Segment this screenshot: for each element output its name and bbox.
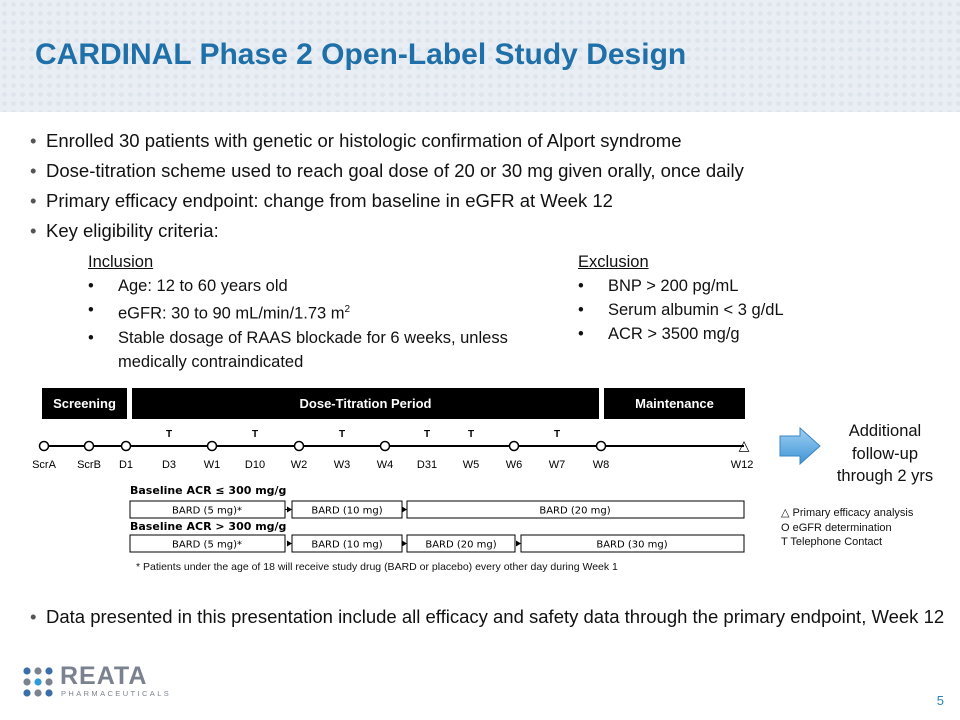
inclusion-item: • Stable dosage of RAAS blockade for 6 weeks, unless medically contraindicated — [88, 326, 568, 374]
dose-label: BARD (10 mg) — [311, 505, 383, 517]
arrow-icon — [516, 541, 521, 547]
timeline-label: W4 — [376, 459, 394, 471]
arrow-icon — [402, 507, 407, 513]
exclusion-item: • ACR > 3500 mg/g — [578, 322, 918, 346]
dose-label: BARD (20 mg) — [539, 505, 611, 517]
telephone-marker: T — [467, 429, 475, 440]
visit-marker — [295, 442, 304, 451]
visit-marker — [40, 442, 49, 451]
dose-label: BARD (10 mg) — [311, 539, 383, 551]
timeline-label: W1 — [203, 459, 221, 471]
arrow-icon — [287, 507, 292, 513]
legend-primary-analysis: △ Primary efficacy analysis — [781, 507, 914, 519]
exclusion-heading: Exclusion — [578, 253, 649, 271]
dose-label: BARD (5 mg)* — [172, 505, 242, 517]
telephone-marker: T — [553, 429, 561, 440]
legend-egfr: O eGFR determination — [781, 521, 892, 534]
timeline-label: D10 — [244, 459, 266, 471]
logo-subtitle: PHARMACEUTICALS — [61, 689, 172, 698]
timeline-label: W12 — [730, 459, 754, 471]
arrow-icon — [402, 541, 407, 547]
bottom-bullet: • Data presented in this presentation include all efficacy and safety data through the primary endpoint, Week 12 — [30, 604, 946, 629]
cohort-label: Baseline ACR ≤ 300 mg/g — [130, 484, 287, 497]
page-title: CARDINAL Phase 2 Open-Label Study Design — [35, 38, 687, 71]
exclusion-item: • BNP > 200 pg/mL — [578, 274, 918, 298]
timeline-label: ScrB — [77, 459, 101, 471]
dose-label: BARD (20 mg) — [425, 539, 497, 551]
timeline-label: W6 — [505, 459, 523, 471]
logo-wordmark: REATA — [60, 662, 148, 690]
dose-label: BARD (30 mg) — [596, 539, 668, 551]
telephone-marker: T — [338, 429, 346, 440]
maintenance-phase-box: Maintenance — [604, 388, 745, 419]
timeline-label: W3 — [333, 459, 351, 471]
bullet-item: • Dose-titration scheme used to reach goal dose of 20 or 30 mg given orally, once daily — [30, 156, 930, 186]
diagram-legend — [781, 506, 913, 550]
inclusion-item: • eGFR: 30 to 90 mL/min/1.73 $m^2$ — [88, 298, 568, 326]
followup-note: Additional follow-up through 2 yrs — [836, 422, 934, 485]
visit-marker — [122, 442, 131, 451]
screening-phase-box: Screening — [42, 388, 127, 419]
timeline-label: W5 — [462, 459, 480, 471]
primary-analysis-marker: △ — [738, 438, 750, 454]
visit-marker — [208, 442, 217, 451]
bullet-item: • Enrolled 30 patients with genetic or histologic confirmation of Alport syndrome — [30, 126, 930, 156]
titration-phase-box: Dose-Titration Period — [132, 388, 599, 419]
timeline-label: W8 — [592, 459, 610, 471]
timeline-label: D3 — [161, 459, 177, 471]
cohort-label: Baseline ACR > 300 mg/g — [130, 520, 287, 533]
bullet-item: • Key eligibility criteria: — [30, 216, 930, 246]
exclusion-item: • Serum albumin < 3 g/dL — [578, 298, 918, 322]
logo-dots-icon — [22, 666, 56, 700]
timeline-label: D31 — [416, 459, 438, 471]
dose-label: BARD (5 mg)* — [172, 539, 242, 551]
inclusion-heading: Inclusion — [88, 253, 154, 271]
timeline-label: W2 — [290, 459, 308, 471]
telephone-marker: T — [423, 429, 431, 440]
visit-marker — [381, 442, 390, 451]
footnote: * Patients under the age of 18 will receive study drug (BARD or placebo) every other day during Week 1 — [136, 561, 618, 573]
timeline-label: D1 — [118, 459, 134, 471]
followup-arrow-icon — [780, 428, 820, 464]
timeline-label: W7 — [548, 459, 566, 471]
inclusion-item: • Age: 12 to 60 years old — [88, 274, 568, 298]
timeline-label: ScrA — [32, 459, 56, 471]
arrow-icon — [287, 541, 292, 547]
bullet-item: • Primary efficacy endpoint: change from baseline in eGFR at Week 12 — [30, 186, 930, 216]
legend-telephone: T Telephone Contact — [781, 536, 883, 548]
visit-marker — [510, 442, 519, 451]
visit-marker — [85, 442, 94, 451]
page-number: 5 — [936, 693, 944, 708]
telephone-marker: T — [251, 429, 259, 440]
telephone-marker: T — [165, 429, 173, 440]
visit-marker — [597, 442, 606, 451]
